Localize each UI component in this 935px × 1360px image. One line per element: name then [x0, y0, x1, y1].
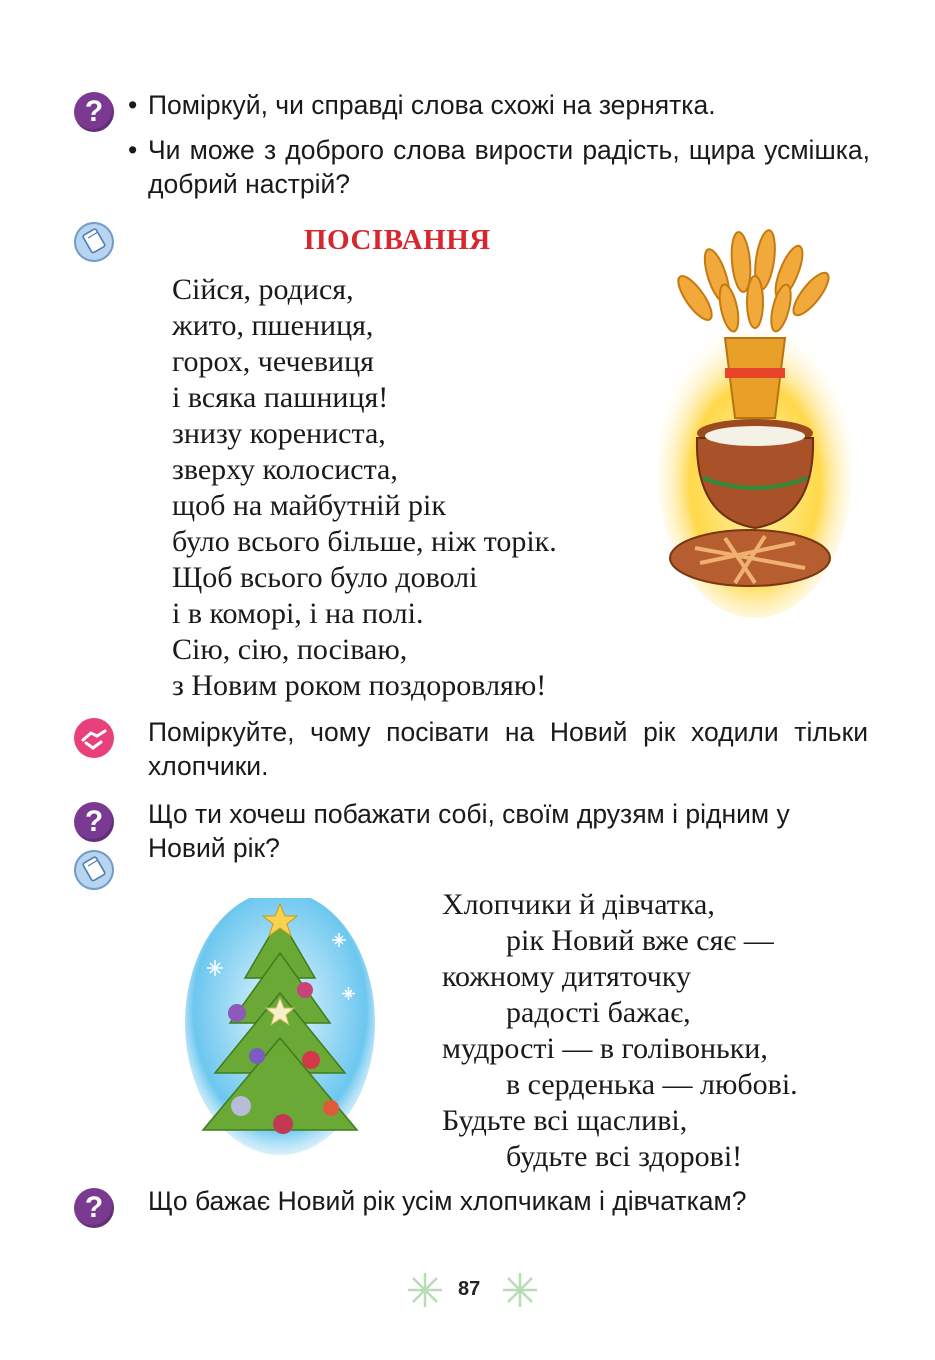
- poem-line: Сійся, родися,: [172, 273, 354, 306]
- poem-line: жито, пшениця,: [172, 309, 374, 342]
- wheat-sheaf-illustration: [655, 228, 855, 618]
- question-icon: ?: [74, 92, 114, 132]
- poem-line: знизу корениста,: [172, 417, 386, 450]
- poem-line: Хлопчики й дівчатка,: [442, 888, 715, 921]
- poem-line: радості бажає,: [506, 996, 691, 1029]
- poem-posivannia: [172, 272, 557, 704]
- poem-title: ПОСІВАННЯ: [304, 224, 491, 256]
- questions-top: [128, 88, 870, 201]
- snowflake-icon: [405, 1270, 445, 1310]
- poem-line: зверху колосиста,: [172, 453, 398, 486]
- poem-line: було всього більше, ніж торік.: [172, 525, 557, 558]
- poem-line: будьте всі здорові!: [506, 1140, 743, 1173]
- handshake-icon: [74, 718, 114, 758]
- poem-line: в серденька — любові.: [506, 1068, 798, 1101]
- poem-line: горох, чечевиця: [172, 345, 374, 378]
- notebook-icon: [74, 850, 114, 890]
- poem-new-year: [442, 887, 798, 1175]
- poem-line: Щоб всього було доволі: [172, 561, 478, 594]
- question-item: • Чи може з доброго слова вирости радість, щира усмішка, добрий настрій?: [128, 135, 870, 199]
- christmas-tree-illustration: [185, 898, 375, 1160]
- task-wish: Що ти хочеш побажати собі, своїм друзям і рідним у Новий рік?: [148, 799, 790, 863]
- poem-line: з Новим роком поздоровляю!: [172, 669, 547, 702]
- question-icon: ?: [74, 802, 114, 842]
- task-final: Що бажає Новий рік усім хлопчикам і дівчаткам?: [148, 1186, 747, 1216]
- poem-line: рік Новий вже сяє —: [506, 924, 774, 957]
- notebook-icon: [74, 222, 114, 262]
- poem-line: кожному дитяточку: [442, 960, 692, 993]
- poem-line: Будьте всі щасливі,: [442, 1104, 688, 1137]
- poem-line: щоб на майбутній рік: [172, 489, 446, 522]
- question-item: • Поміркуй, чи справді слова схожі на зернятка.: [128, 90, 716, 120]
- poem-line: і всяка пашниця!: [172, 381, 389, 414]
- poem-line: мудрості — в голівоньки,: [442, 1032, 768, 1065]
- poem-line: Сію, сію, посіваю,: [172, 633, 408, 666]
- task-pair: Поміркуйте, чому посівати на Новий рік ходили тільки хлопчики.: [148, 717, 868, 781]
- question-icon: ?: [74, 1188, 114, 1228]
- poem-line: і в коморі, і на полі.: [172, 597, 424, 630]
- page-number: 87: [458, 1278, 481, 1300]
- snowflake-icon: [500, 1270, 540, 1310]
